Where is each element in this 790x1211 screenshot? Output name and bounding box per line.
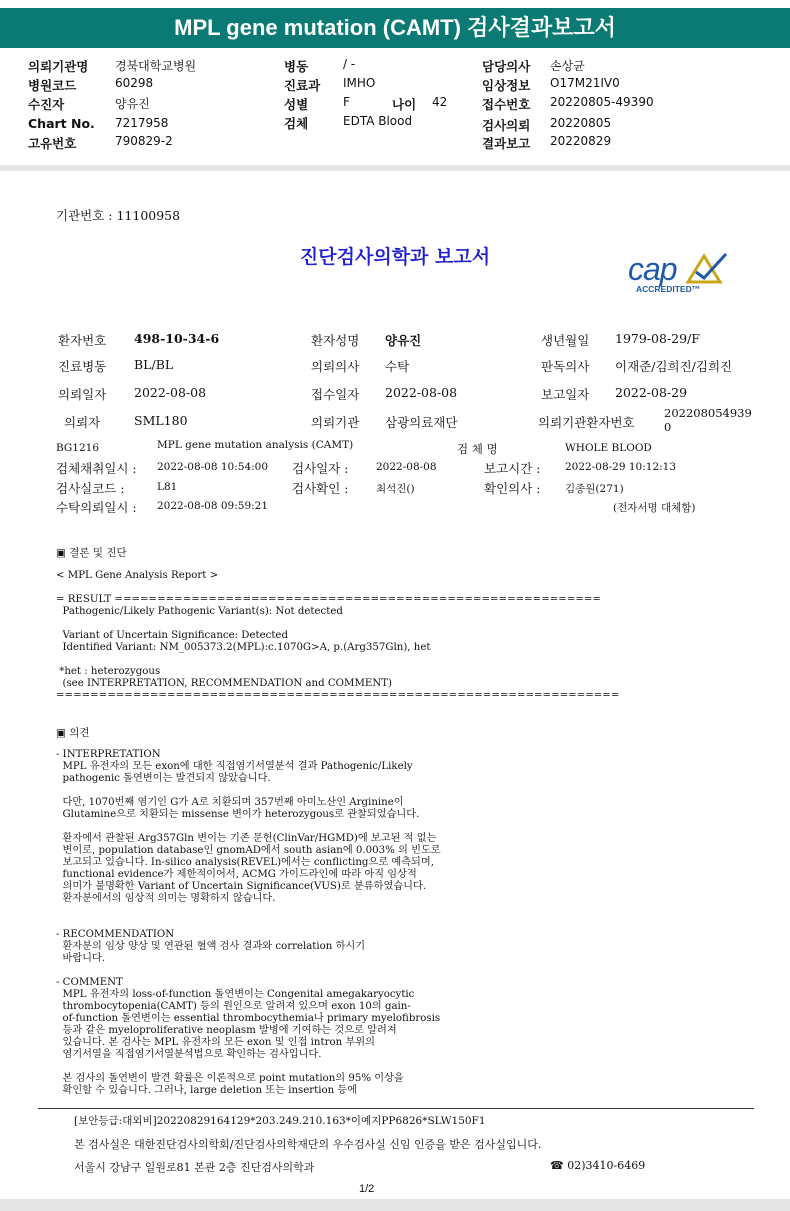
chart-no-value: 7217958 [115, 116, 169, 130]
hospital-code-label: 병원코드 [28, 78, 77, 93]
req-doctor-value: 수탁 [385, 359, 410, 374]
conclusion-line: = RESULT ========================================================= [56, 594, 601, 605]
opinion-line: 등과 같은 myeloproliferative neoplasm 발병에 기여하는 것으로 알려져 [56, 1025, 397, 1036]
sex-label: 성별 [284, 97, 309, 112]
age-label: 나이 [392, 97, 417, 112]
conclusion-line [56, 654, 619, 666]
opinion-line: 염기서열을 직접염기서열분석법으로 확인하는 검사입니다. [56, 1049, 322, 1060]
requester-value: SML180 [134, 413, 188, 428]
conclusion-heading: ▣ 결론 및 진단 [56, 547, 127, 559]
dept-label: 진료과 [284, 78, 321, 93]
opinion-line: functional evidence가 제한적이어서, ACMG 가이드라인에 따라 아직 임상적 [56, 869, 417, 880]
clinical-info-value: O17M21IV0 [550, 76, 620, 90]
ward-value: / - [343, 57, 356, 71]
conclusion-line [56, 582, 619, 594]
opinion-line: 환자에서 관찰된 Arg357Gln 변이는 기존 문헌(ClinVar/HGMD)에 보고된 적 없는 [56, 833, 437, 844]
opinion-line [56, 1061, 441, 1073]
ward-value-2: BL/BL [134, 357, 174, 372]
opinion-line [56, 821, 441, 833]
doctor-value: 손상균 [550, 59, 585, 73]
conclusion-line: *het : heterozygous [56, 666, 161, 677]
dob-label: 생년월일 [541, 333, 590, 348]
consign-value: 2022-08-08 09:59:21 [157, 500, 269, 512]
opinion-line: thrombocytopenia(CAMT) 등의 원인으로 알려져 있으며 exon 10의 gain- [56, 1001, 411, 1012]
opinion-line: of-function 돌연변이는 essential thrombocythemia나 primary myelofibrosis [56, 1013, 441, 1024]
conclusion-line: < MPL Gene Analysis Report > [56, 570, 219, 581]
certified-statement: 본 검사실은 대한진단검사의학회/진단검사의학재단의 우수검사실 신임 인증을 받은 검사실입니다. [74, 1138, 542, 1151]
conclusion-line: Identified Variant: NM_005373.2(MPL):c.1070G>A, p.(Arg357Gln), het [56, 642, 431, 653]
ward-label-2: 진료병동 [58, 359, 107, 374]
confirm-label: 검사확인 : [292, 481, 349, 496]
confirm-doc-value: 김종원(271) [565, 483, 624, 495]
sex-value: F [343, 95, 350, 109]
lab-code-label: 검사실코드 : [56, 481, 125, 496]
examinee-value: 양유진 [115, 97, 150, 111]
collect-label: 검체채취일시 : [56, 461, 137, 476]
receipt-no-label: 접수번호 [482, 97, 531, 112]
opinion-line: 의미가 불명확한 Variant of Uncertain Significance(VUS)로 분류하였습니다. [56, 881, 427, 892]
report-time-label: 보고시간 : [484, 461, 541, 476]
age-value: 42 [432, 95, 448, 109]
report-banner-title: MPL gene mutation (CAMT) 검사결과보고서 [0, 8, 790, 48]
page-bottom-band [0, 1199, 790, 1211]
hospital-value: 경북대학교병원 [115, 59, 197, 73]
test-name: MPL gene mutation analysis (CAMT) [157, 439, 354, 451]
conclusion-line [56, 618, 619, 630]
cap-check-icon [684, 252, 728, 286]
requester-label: 의뢰자 [64, 415, 101, 430]
dept-value: IMHO [343, 76, 376, 90]
test-code: BG1216 [56, 442, 100, 454]
opinion-line: 있습니다. 본 검사는 MPL 유전자의 모든 exon 및 인접 intron 부위의 [56, 1037, 375, 1048]
conclusion-line: Variant of Uncertain Significance: Detected [56, 630, 288, 641]
cap-accredited-logo [628, 252, 728, 298]
collect-value: 2022-08-08 10:54:00 [157, 461, 269, 473]
institution-number: 기관번호 : 11100958 [56, 208, 181, 223]
specimen-value: EDTA Blood [343, 114, 413, 128]
inst-patient-no-value: 202208054939 [664, 406, 752, 420]
opinion-line: MPL 유전자의 모든 exon에 대한 직접염기서열분석 결과 Pathogenic/Likely [56, 761, 413, 772]
reader-value: 이재준/김희진/김희진 [615, 359, 733, 374]
opinion-line: 변이로, population database인 gnomAD에서 south asian에 0.003% 의 빈도로 [56, 845, 441, 856]
test-date-label: 검사일자 : [292, 461, 349, 476]
recv-date-value: 2022-08-08 [385, 385, 458, 400]
specimen-name-value: WHOLE BLOOD [565, 442, 652, 454]
footer-divider [38, 1108, 754, 1109]
conclusion-line: Pathogenic/Likely Pathogenic Variant(s): Not detected [56, 606, 343, 617]
opinion-line: 다만, 1070번째 염기인 G가 A로 치환되며 357번째 아미노산인 Arginine이 [56, 797, 404, 808]
opinion-line: - RECOMMENDATION [56, 929, 175, 940]
ward-label: 병동 [284, 59, 309, 74]
unique-no-value: 790829-2 [115, 134, 173, 148]
patient-name-value: 양유진 [385, 333, 422, 348]
opinion-line: Glutamine으로 치환되는 missense 변이가 heterozygous로 관찰되었습니다. [56, 809, 420, 820]
hospital-label: 의뢰기관명 [28, 59, 89, 74]
req-doctor-label: 의뢰의사 [311, 359, 360, 374]
report-date-value: 2022-08-29 [615, 385, 688, 400]
test-date-value: 2022-08-08 [376, 461, 437, 473]
opinion-line [56, 785, 441, 797]
lab-address: 서울시 강남구 일원로81 본관 2층 진단검사의학과 [74, 1161, 315, 1174]
lab-phone: ☎ 02)3410-6469 [550, 1159, 646, 1172]
opinion-body [56, 749, 441, 1097]
inst-patient-no-label: 의뢰기관환자번호 [538, 415, 635, 430]
clinical-info-label: 임상정보 [482, 78, 531, 93]
conclusion-body [56, 570, 619, 702]
req-inst-label: 의뢰기관 [311, 415, 360, 430]
req-inst-value: 삼광의료재단 [385, 415, 458, 430]
receipt-no-value: 20220805-49390 [550, 95, 654, 109]
report-title: 진단검사의학과 보고서 [299, 246, 491, 268]
opinion-line: MPL 유전자의 loss-of-function 돌연변이는 Congenital amegakaryocytic [56, 989, 415, 1000]
test-request-value: 20220805 [550, 116, 612, 130]
consign-label: 수탁의뢰일시 : [56, 500, 137, 515]
chart-no-label: Chart No. [28, 116, 95, 131]
lab-code-value: L81 [157, 481, 178, 493]
opinion-line: 보고되고 있습니다. In-silico analysis(REVEL)에서는 conflicting으로 예측되며, [56, 857, 434, 868]
page-number: 1/2 [359, 1183, 375, 1195]
report-time-value: 2022-08-29 10:12:13 [565, 461, 677, 473]
req-date-value: 2022-08-08 [134, 385, 207, 400]
opinion-line: 본 검사의 돌연변이 발견 확률은 이론적으로 point mutation의 95% 이상을 [56, 1073, 404, 1084]
confirm-doc-label: 확인의사 : [484, 481, 541, 496]
opinion-line: 확인할 수 있습니다. 그러나, large deletion 또는 insertion 등에 [56, 1085, 358, 1096]
confirm-value: 최석진() [376, 483, 415, 495]
report-date-label: 보고일자 [541, 387, 590, 402]
conclusion-line: ================================================================== [56, 690, 620, 701]
patient-no-label: 환자번호 [58, 333, 107, 348]
examinee-label: 수진자 [28, 97, 65, 112]
opinion-line [56, 905, 441, 917]
doctor-label: 담당의사 [482, 59, 531, 74]
opinion-line: 바랍니다. [56, 953, 106, 964]
specimen-label: 검체 [284, 116, 309, 131]
inst-patient-no-value-2: 0 [664, 420, 672, 434]
req-date-label: 의뢰일자 [58, 387, 107, 402]
reader-label: 판독의사 [541, 359, 590, 374]
opinion-line [56, 965, 441, 977]
security-line: [보안등급:대외비]20220829164129*203.249.210.163*이예지PP6826*SLW150F1 [74, 1115, 486, 1127]
opinion-line [56, 917, 441, 929]
result-report-value: 20220829 [550, 134, 612, 148]
dob-value: 1979-08-29/F [615, 331, 700, 346]
patient-name-label: 환자성명 [311, 333, 360, 348]
conclusion-line: (see INTERPRETATION, RECOMMENDATION and COMMENT) [56, 678, 393, 689]
cap-logo-text: cap [628, 251, 677, 287]
hospital-code-value: 60298 [115, 76, 154, 90]
opinion-line: 환자분에서의 임상적 의미는 명확하지 않습니다. [56, 893, 276, 904]
header-separator [0, 165, 790, 171]
specimen-name-label: 검 체 명 [457, 442, 498, 456]
opinion-heading: ▣ 의견 [56, 727, 90, 739]
opinion-line: - COMMENT [56, 977, 123, 988]
opinion-line: - INTERPRETATION [56, 749, 161, 760]
opinion-line: 환자분의 임상 양상 및 연관된 혈액 검사 결과와 correlation 하시기 [56, 941, 366, 952]
opinion-line: pathogenic 돌연변이는 발견되지 않았습니다. [56, 773, 271, 784]
test-request-label: 검사의뢰 [482, 118, 531, 133]
patient-no-value: 498-10-34-6 [134, 331, 220, 346]
result-report-label: 결과보고 [482, 136, 531, 151]
cap-accredited-text: ACCREDITED™ [636, 284, 701, 294]
esign-note: (전자서명 대체함) [613, 502, 696, 514]
unique-no-label: 고유번호 [28, 136, 77, 151]
recv-date-label: 접수일자 [311, 387, 360, 402]
